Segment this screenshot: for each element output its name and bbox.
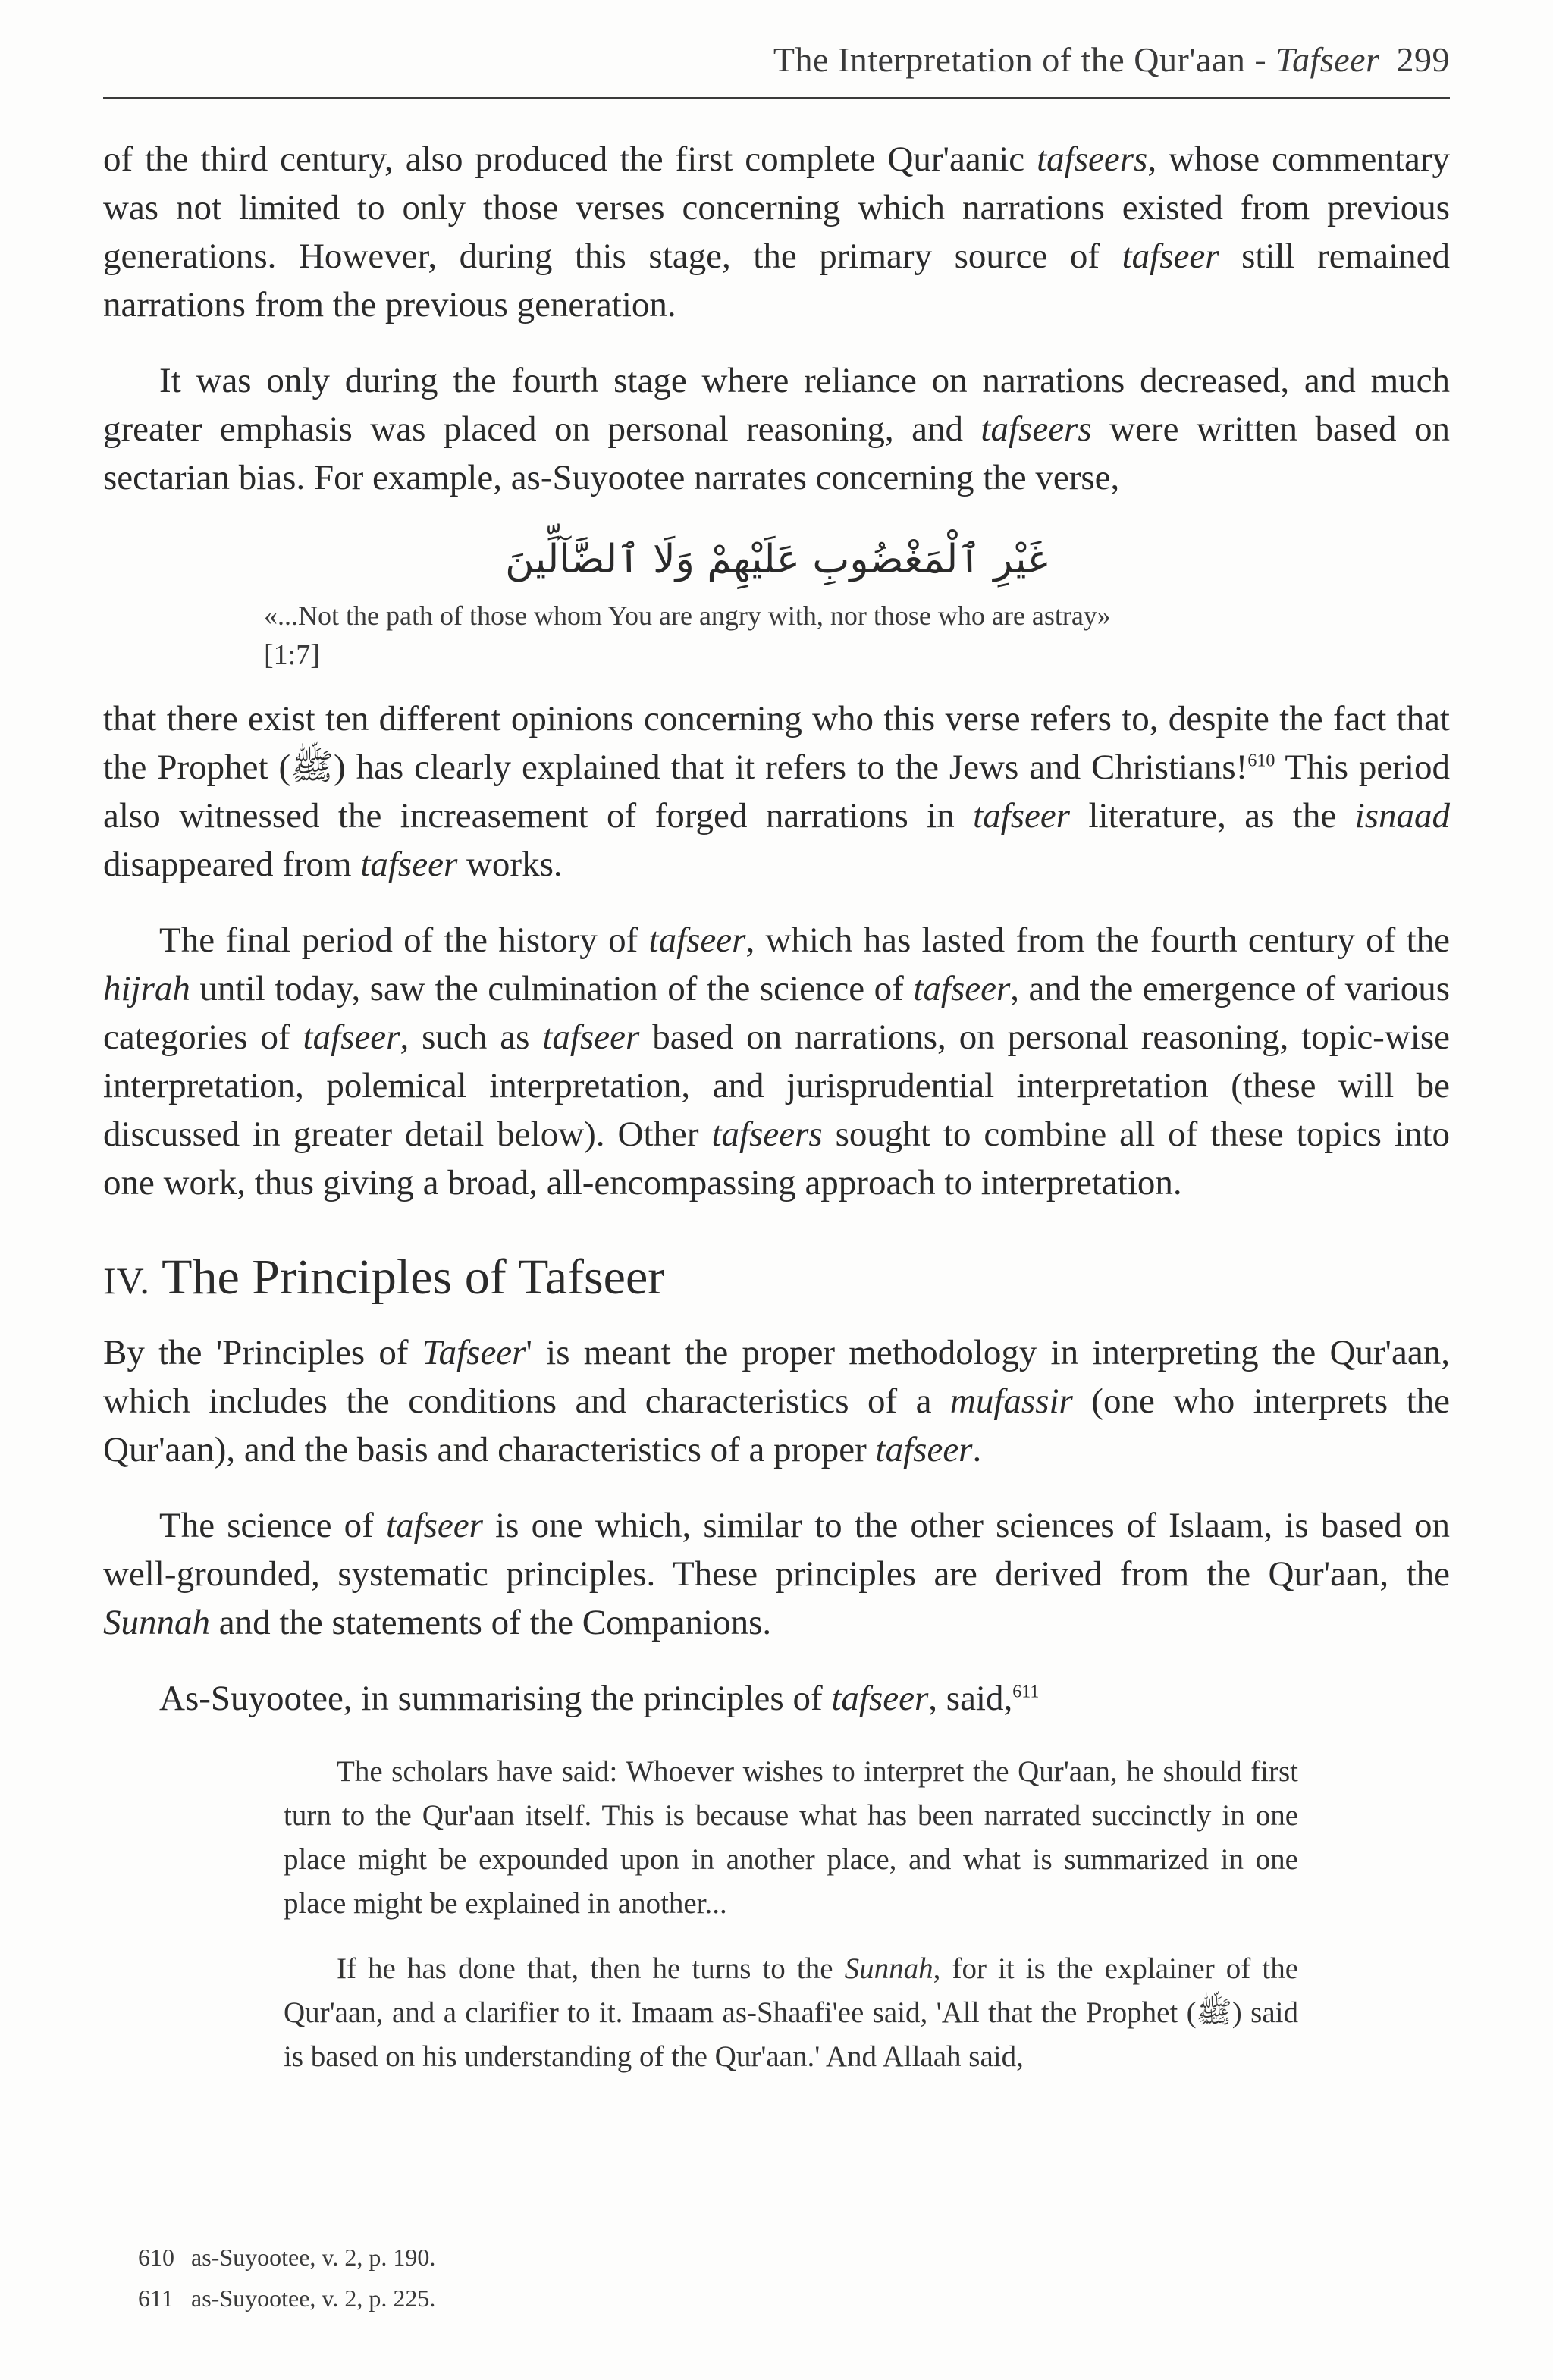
running-header-separator: - xyxy=(1254,40,1267,79)
footnote-marker[interactable]: 611 xyxy=(1012,1682,1040,1702)
text: This period also witnessed the increasement of forged narrations in xyxy=(103,748,1451,836)
section-heading xyxy=(103,1245,1450,1313)
text: still remained narrations from the previous generation. xyxy=(103,237,1451,325)
paragraph-5 xyxy=(103,1328,1450,1474)
running-header xyxy=(103,39,1450,80)
italic-term: tafseer xyxy=(1122,237,1219,276)
text: , such as xyxy=(400,1018,543,1057)
paragraph-7 xyxy=(103,1674,1450,1723)
italic-term: Tafseer xyxy=(422,1333,526,1372)
page-number: 299 xyxy=(1396,40,1450,79)
text: and the statements of the Companions. xyxy=(210,1603,772,1642)
running-header-title: The Interpretation of the Qur'aan xyxy=(773,40,1246,79)
italic-term: Sunnah xyxy=(844,1952,933,1985)
text: . xyxy=(972,1430,982,1469)
arabic-verse: غَيْرِ ٱلْمَغْضُوبِ عَلَيْهِمْ وَلَا ٱلضَّآلِّينَ xyxy=(505,537,1048,582)
text: As-Suyootee, in summarising the principles of xyxy=(159,1679,832,1718)
text: It was only during the fourth stage where reliance on narrations decreased, and much greater emphasis was placed on personal reasoning, and xyxy=(103,361,1450,449)
quote-paragraph-1: The scholars have said: Whoever wishes to interpret the Qur'aan, he should first turn to the Qur'aan itself. This is because what has been narrated succinctly in one place might be expounded upon in another place, and what is summarized in one place might be explained in another... xyxy=(284,1755,1298,1920)
text: were written based on sectarian bias. For example, as-Suyootee narrates concerning the verse, xyxy=(103,409,1450,497)
text: By the 'Principles of xyxy=(103,1333,422,1372)
running-header-subtitle: Tafseer xyxy=(1275,40,1380,79)
text: that there exist ten different opinions concerning who this verse refers to, despite the fact that the Prophet (ﷺ) has clearly explained that it refers to the Jews and Christians! xyxy=(103,699,1450,787)
text: If he has done that, then he turns to the xyxy=(337,1952,845,1985)
text: The final period of the history of xyxy=(159,920,649,960)
block-quote xyxy=(103,1750,1450,2079)
text: literature, as the xyxy=(1070,796,1355,836)
footnote-number: 611 xyxy=(138,2284,174,2312)
text: , whose commentary was not limited to only those verses concerning which narrations existed from previous generations. However, during this stage, the primary source of xyxy=(103,140,1450,276)
verse-translation-block xyxy=(264,596,1450,675)
italic-term: tafseer xyxy=(303,1018,400,1057)
verse-reference: [1:7] xyxy=(264,639,320,671)
italic-term: tafseer xyxy=(386,1506,483,1545)
italic-term: tafseer xyxy=(831,1679,929,1718)
text: The science of xyxy=(159,1506,386,1545)
section-number: IV. xyxy=(103,1259,150,1302)
footnote xyxy=(138,2278,435,2319)
quote-paragraph-2 xyxy=(284,1947,1298,2079)
footnote-text: as-Suyootee, v. 2, p. 225. xyxy=(191,2284,436,2312)
paragraph-6 xyxy=(103,1501,1450,1647)
paragraph-3 xyxy=(103,695,1450,889)
footnote-text: as-Suyootee, v. 2, p. 190. xyxy=(191,2244,436,2271)
footnotes xyxy=(138,2237,435,2319)
italic-term: tafseers xyxy=(1037,140,1148,179)
section-title: The Principles of Tafseer xyxy=(162,1250,665,1305)
text: disappeared from xyxy=(103,845,361,884)
italic-term: tafseer xyxy=(648,920,746,960)
footnote-number: 610 xyxy=(138,2244,174,2271)
text: , for it is the explainer of the Qur'aan, and a clarifier to it. Imaam as-Shaafi'ee said, 'All that the Prophet (ﷺ) said is based on his understanding of the Qur'aan.' And Allaah said, xyxy=(284,1952,1299,2073)
italic-term: tafseer xyxy=(973,796,1071,836)
text: (one who interprets the Qur'aan), and the basis and characteristics of a proper xyxy=(103,1381,1450,1469)
italic-term: mufassir xyxy=(949,1381,1073,1421)
text: , said, xyxy=(928,1679,1013,1718)
text: until today, saw the culmination of the science of xyxy=(190,969,914,1008)
verse-translation: «...Not the path of those whom You are angry with, nor those who are astray» xyxy=(264,600,1111,631)
text: based on narrations, on personal reasoning, topic-wise interpretation, polemical interpretation, and jurisprudential interpretation (these will be discussed in greater detail below). Other xyxy=(103,1018,1450,1154)
text: , which has lasted from the fourth century of the xyxy=(745,920,1450,960)
paragraph-4 xyxy=(103,916,1450,1207)
text: , and the emergence of various categories of xyxy=(103,969,1450,1057)
italic-term: tafseer xyxy=(875,1430,973,1469)
header-rule xyxy=(103,97,1450,99)
italic-term: Sunnah xyxy=(103,1603,210,1642)
italic-term: tafseer xyxy=(913,969,1011,1008)
footnote xyxy=(138,2237,435,2278)
italic-term: isnaad xyxy=(1354,796,1450,836)
text: of the third century, also produced the first complete Qur'aanic xyxy=(103,140,1037,179)
footnote-marker[interactable]: 610 xyxy=(1247,751,1275,771)
italic-term: tafseer xyxy=(360,845,458,884)
italic-term: tafseer xyxy=(542,1018,640,1057)
text: sought to combine all of these topics into one work, thus giving a broad, all-encompassing approach to interpretation. xyxy=(103,1115,1450,1203)
paragraph-1 xyxy=(103,135,1450,329)
text: works. xyxy=(457,845,563,884)
paragraph-2 xyxy=(103,356,1450,502)
italic-term: tafseers xyxy=(980,409,1092,449)
page-body xyxy=(103,135,1450,2100)
italic-term: hijrah xyxy=(103,969,190,1008)
text: ' is meant the proper methodology in interpreting the Qur'aan, which includes the conditions and characteristics of a xyxy=(103,1333,1450,1421)
italic-term: tafseers xyxy=(711,1115,823,1154)
text: is one which, similar to the other sciences of Islaam, is based on well-grounded, systematic principles. These principles are derived from the Qur'aan, the xyxy=(103,1506,1451,1594)
